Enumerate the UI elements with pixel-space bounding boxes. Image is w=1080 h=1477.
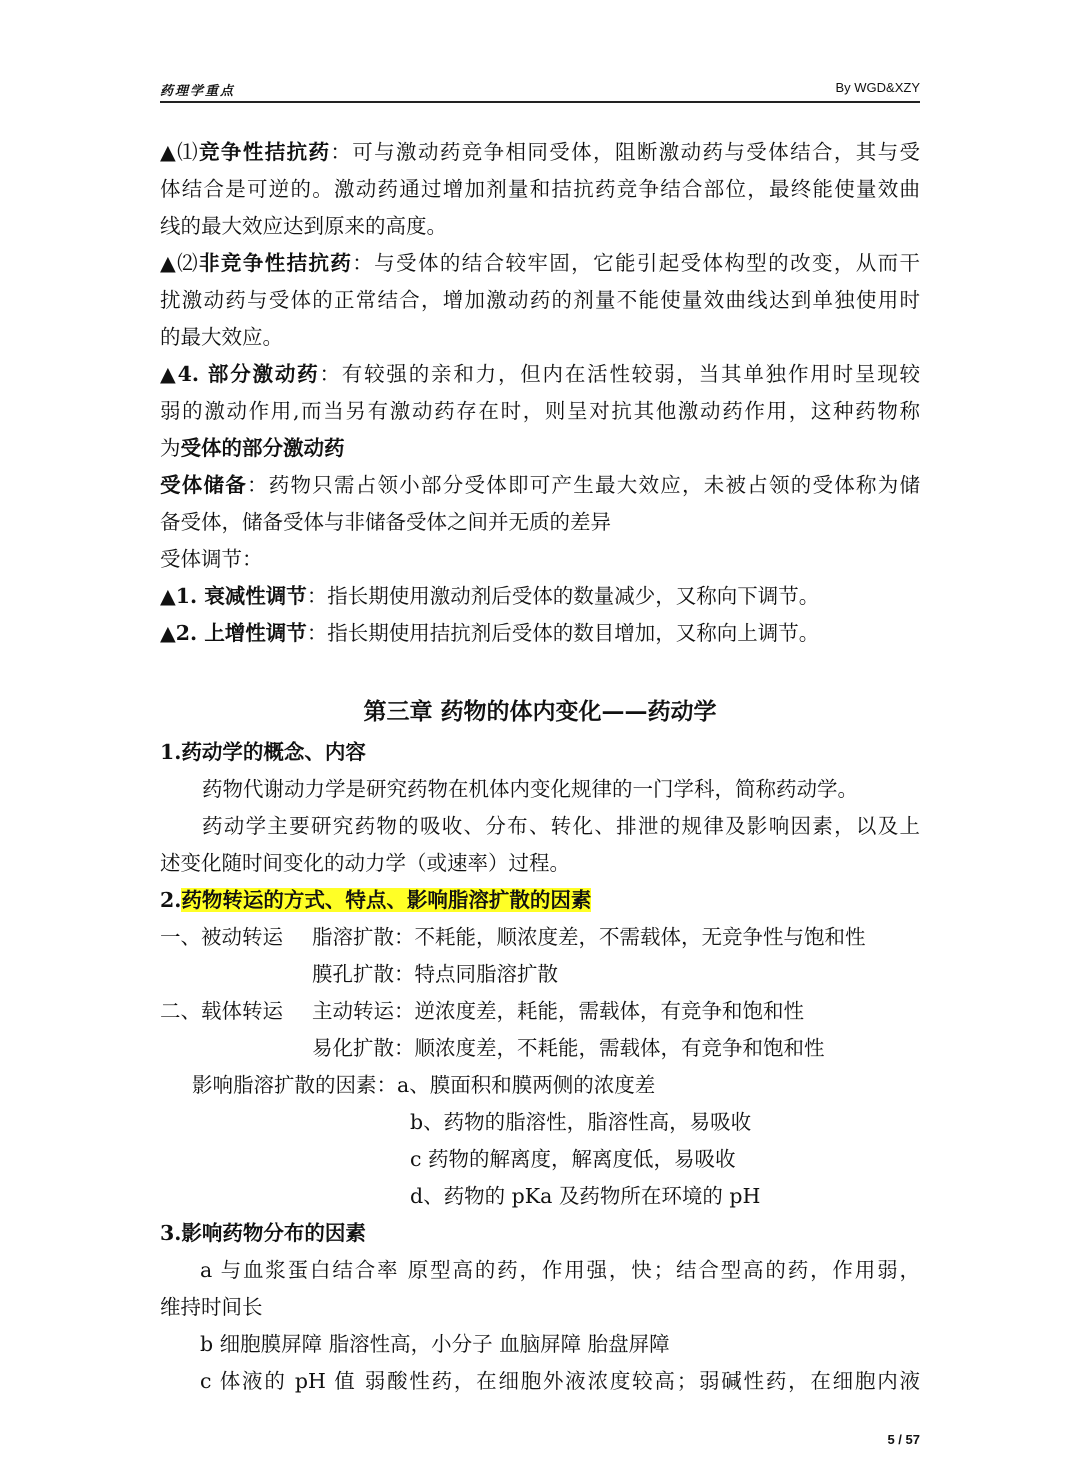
term-receptor-reserve: 受体储备	[160, 473, 247, 497]
distribution-factor-c: c 体液的 pH 值 弱酸性药，在细胞外液浓度较高；弱碱性药，在细胞内液	[200, 1369, 920, 1393]
bullet-marker: ▲2.	[160, 621, 205, 645]
term-noncompetitive-antagonist: 非竞争性拮抗药	[199, 251, 353, 275]
receptor-reserve-line-2: 备受体，储备受体与非储备受体之间并无质的差异	[160, 510, 611, 534]
bullet-marker: ▲4.	[160, 362, 208, 386]
section-1-heading: 1.药动学的概念、内容	[160, 740, 366, 764]
term-down-regulation: 衰减性调节	[204, 584, 307, 608]
competitive-antagonist-line-2: 体结合是可逆的。激动药通过增加剂量和拮抗药竞争结合部位，最终能使量效曲	[160, 177, 920, 201]
factor-item: b、药物的脂溶性，脂溶性高，易吸收	[410, 1110, 752, 1134]
noncompetitive-antagonist-line-3: 的最大效应。	[160, 325, 283, 349]
receptor-reserve-line-1	[160, 467, 920, 504]
term-partial-agonist: 部分激动药	[207, 362, 320, 386]
passive-transport-row	[160, 919, 920, 956]
definition-text: 与受体的结合较牢固，它能引起受体构型的改变，从而干	[374, 251, 921, 275]
distribution-factor-a-line-1: a 与血浆蛋白结合率 原型高的药，作用强，快；结合型高的药，作用弱，	[200, 1258, 920, 1282]
active-transport-text: 主动转运：逆浓度差，耗能，需载体，有竞争和饱和性	[312, 999, 804, 1023]
partial-agonist-line-3	[160, 430, 920, 467]
definition-text: 有较强的亲和力，但内在活性较弱，当其单独作用时呈现较	[341, 362, 920, 386]
up-regulation-line	[160, 615, 920, 652]
partial-agonist-line-1	[160, 356, 920, 393]
colon: ：	[319, 362, 342, 386]
section-gap	[160, 652, 920, 690]
receptor-regulation-title: 受体调节：	[160, 547, 263, 571]
partial-agonist-line-2: 弱的激动作用,而当另有激动药存在时，则呈对抗其他激动药作用，这种药物称	[160, 399, 920, 423]
lipid-diffusion-factors-row	[160, 1067, 920, 1104]
text: 为	[160, 436, 181, 460]
definition-text: ：指长期使用拮抗剂后受体的数目增加，又称向上调节。	[306, 621, 820, 645]
carrier-transport-row	[160, 993, 920, 1030]
definition-text: 药物只需占领小部分受体即可产生最大效应，未被占领的受体称为储	[268, 473, 920, 497]
noncompetitive-antagonist-line-1	[160, 245, 920, 282]
bullet-marker: ▲1.	[160, 584, 205, 608]
chapter-title: 第三章 药物的体内变化——药动学	[363, 698, 717, 725]
page-number: 5 / 57	[887, 1432, 920, 1447]
highlighted-heading: 药物转运的方式、特点、影响脂溶扩散的因素	[181, 888, 592, 912]
colon: ：	[330, 140, 353, 164]
pore-diffusion-row: 膜孔扩散：特点同脂溶扩散	[312, 962, 558, 986]
term-up-regulation: 上增性调节	[204, 621, 307, 645]
competitive-antagonist-line-3: 线的最大效应达到原来的高度。	[160, 214, 447, 238]
colon: ：	[352, 251, 375, 275]
lipid-diffusion-text: 脂溶扩散：不耗能，顺浓度差，不需载体，无竞争性与饱和性	[312, 925, 866, 949]
section-3-heading: 3.影响药物分布的因素	[160, 1221, 366, 1245]
factor-item: c 药物的解离度，解离度低，易吸收	[410, 1147, 736, 1171]
term-receptor-partial-agonist: 受体的部分激动药	[180, 436, 345, 460]
bullet-marker: ▲⑴	[160, 140, 200, 164]
facilitated-diffusion-row: 易化扩散：顺浓度差，不耗能，需载体，有竞争和饱和性	[312, 1036, 825, 1060]
definition-text: ：指长期使用激动剂后受体的数量减少，又称向下调节。	[306, 584, 820, 608]
passive-transport-label: 一、被动转运	[160, 925, 283, 949]
section-number: 2.	[160, 888, 182, 912]
header-title: 药理学重点	[160, 84, 236, 99]
definition-text: 可与激动药竞争相同受体，阻断激动药与受体结合，其与受	[352, 140, 921, 164]
distribution-factor-a-line-2: 维持时间长	[160, 1295, 263, 1319]
colon: ：	[247, 473, 269, 497]
section-1-paragraph-2-line-2: 述变化随时间变化的动力学（或速率）过程。	[160, 851, 570, 875]
page-content	[160, 134, 920, 1400]
factor-item: a、膜面积和膜两侧的浓度差	[397, 1073, 656, 1097]
factor-item: d、药物的 pKa 及药物所在环境的 pH	[410, 1184, 761, 1208]
factors-label: 影响脂溶扩散的因素：	[192, 1073, 397, 1097]
term-competitive-antagonist: 竞争性拮抗药	[199, 140, 331, 164]
section-1-paragraph-2-line-1: 药动学主要研究药物的吸收、分布、转化、排泄的规律及影响因素，以及上	[202, 814, 920, 838]
competitive-antagonist-line-1	[160, 134, 920, 171]
section-2-heading	[160, 882, 920, 919]
bullet-marker: ▲⑵	[160, 251, 200, 275]
carrier-transport-label: 二、载体转运	[160, 999, 283, 1023]
down-regulation-line	[160, 578, 920, 615]
section-1-paragraph-1: 药物代谢动力学是研究药物在机体内变化规律的一门学科，简称药动学。	[202, 777, 858, 801]
distribution-factor-b: b 细胞膜屏障 脂溶性高，小分子 血脑屏障 胎盘屏障	[200, 1332, 670, 1356]
header-rule	[160, 101, 920, 103]
noncompetitive-antagonist-line-2: 扰激动药与受体的正常结合，增加激动药的剂量不能使量效曲线达到单独使用时	[160, 288, 920, 312]
header-authors: By WGD&XZY	[835, 80, 920, 95]
